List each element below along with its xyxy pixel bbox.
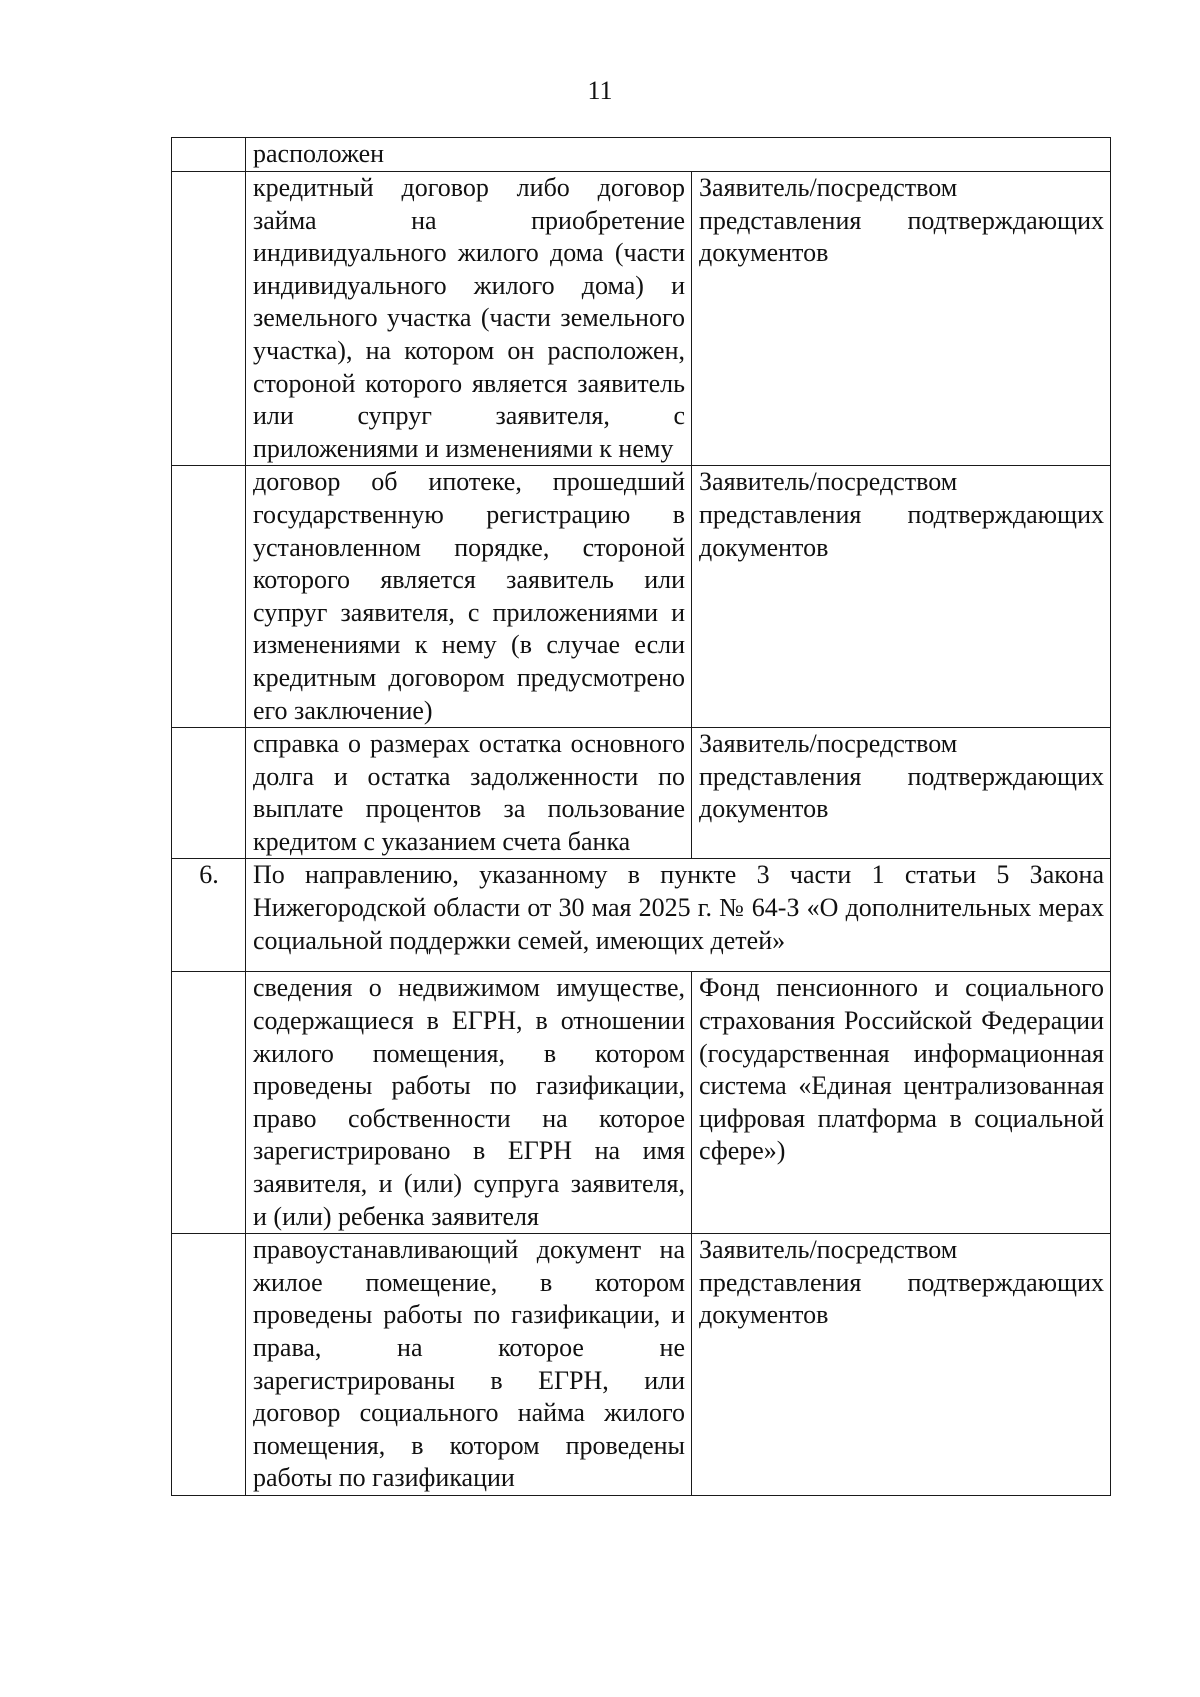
row-number-cell	[172, 138, 246, 172]
section-heading-cell: По направлению, указанному в пункте 3 части 1 статьи 5 Закона Нижегородской области от 30 мая 2025 г. № 64-З «О дополнительных мерах социальной поддержки семей, имеющих детей»	[246, 859, 1111, 972]
page-number: 11	[587, 76, 613, 105]
source-cell: Заявитель/посредством представления подтверждающих документов	[692, 1234, 1111, 1496]
table-row	[172, 172, 1111, 466]
row-number-cell	[172, 466, 246, 728]
section-number-cell: 6.	[172, 859, 246, 972]
document-cell: расположен	[246, 138, 1111, 172]
document-cell: сведения о недвижимом имуществе, содержащиеся в ЕГРН, в отношении жилого помещения, в котором проведены работы по газификации, право собственности на которое зарегистрировано в ЕГРН на имя заявителя, и (или) супруга заявителя, и (или) ребенка заявителя	[246, 972, 692, 1234]
document-cell: справка о размерах остатка основного долга и остатка задолженности по выплате процентов за пользование кредитом с указанием счета банка	[246, 728, 692, 859]
row-number-cell	[172, 1234, 246, 1496]
table-row	[172, 728, 1111, 859]
documents-table	[171, 137, 1111, 1496]
source-cell: Заявитель/посредством представления подтверждающих документов	[692, 466, 1111, 728]
document-cell: правоустанавливающий документ на жилое помещение, в котором проведены работы по газификации, и права, на которое не зарегистрированы в ЕГРН, или договор социального найма жилого помещения, в котором проведены работы по газификации	[246, 1234, 692, 1496]
row-number-cell	[172, 728, 246, 859]
document-cell: кредитный договор либо договор займа на приобретение индивидуального жилого дома (части индивидуального жилого дома) и земельного участка (части земельного участка), на котором он расположен, стороной которого является заявитель или супруг заявителя, с приложениями и изменениями к нему	[246, 172, 692, 466]
source-cell: Фонд пенсионного и социального страхования Российской Федерации (государственная информационная система «Единая централизованная цифровая платформа в социальной сфере»)	[692, 972, 1111, 1234]
table-row	[172, 1234, 1111, 1496]
source-cell: Заявитель/посредством представления подтверждающих документов	[692, 172, 1111, 466]
document-cell: договор об ипотеке, прошедший государственную регистрацию в установленном порядке, стороной которого является заявитель или супруг заявителя, с приложениями и изменениями к нему (в случае если кредитным договором предусмотрено его заключение)	[246, 466, 692, 728]
table-row	[172, 972, 1111, 1234]
source-cell: Заявитель/посредством представления подтверждающих документов	[692, 728, 1111, 859]
section-row	[172, 859, 1111, 972]
table-row	[172, 466, 1111, 728]
table-row	[172, 138, 1111, 172]
row-number-cell	[172, 972, 246, 1234]
row-number-cell	[172, 172, 246, 466]
